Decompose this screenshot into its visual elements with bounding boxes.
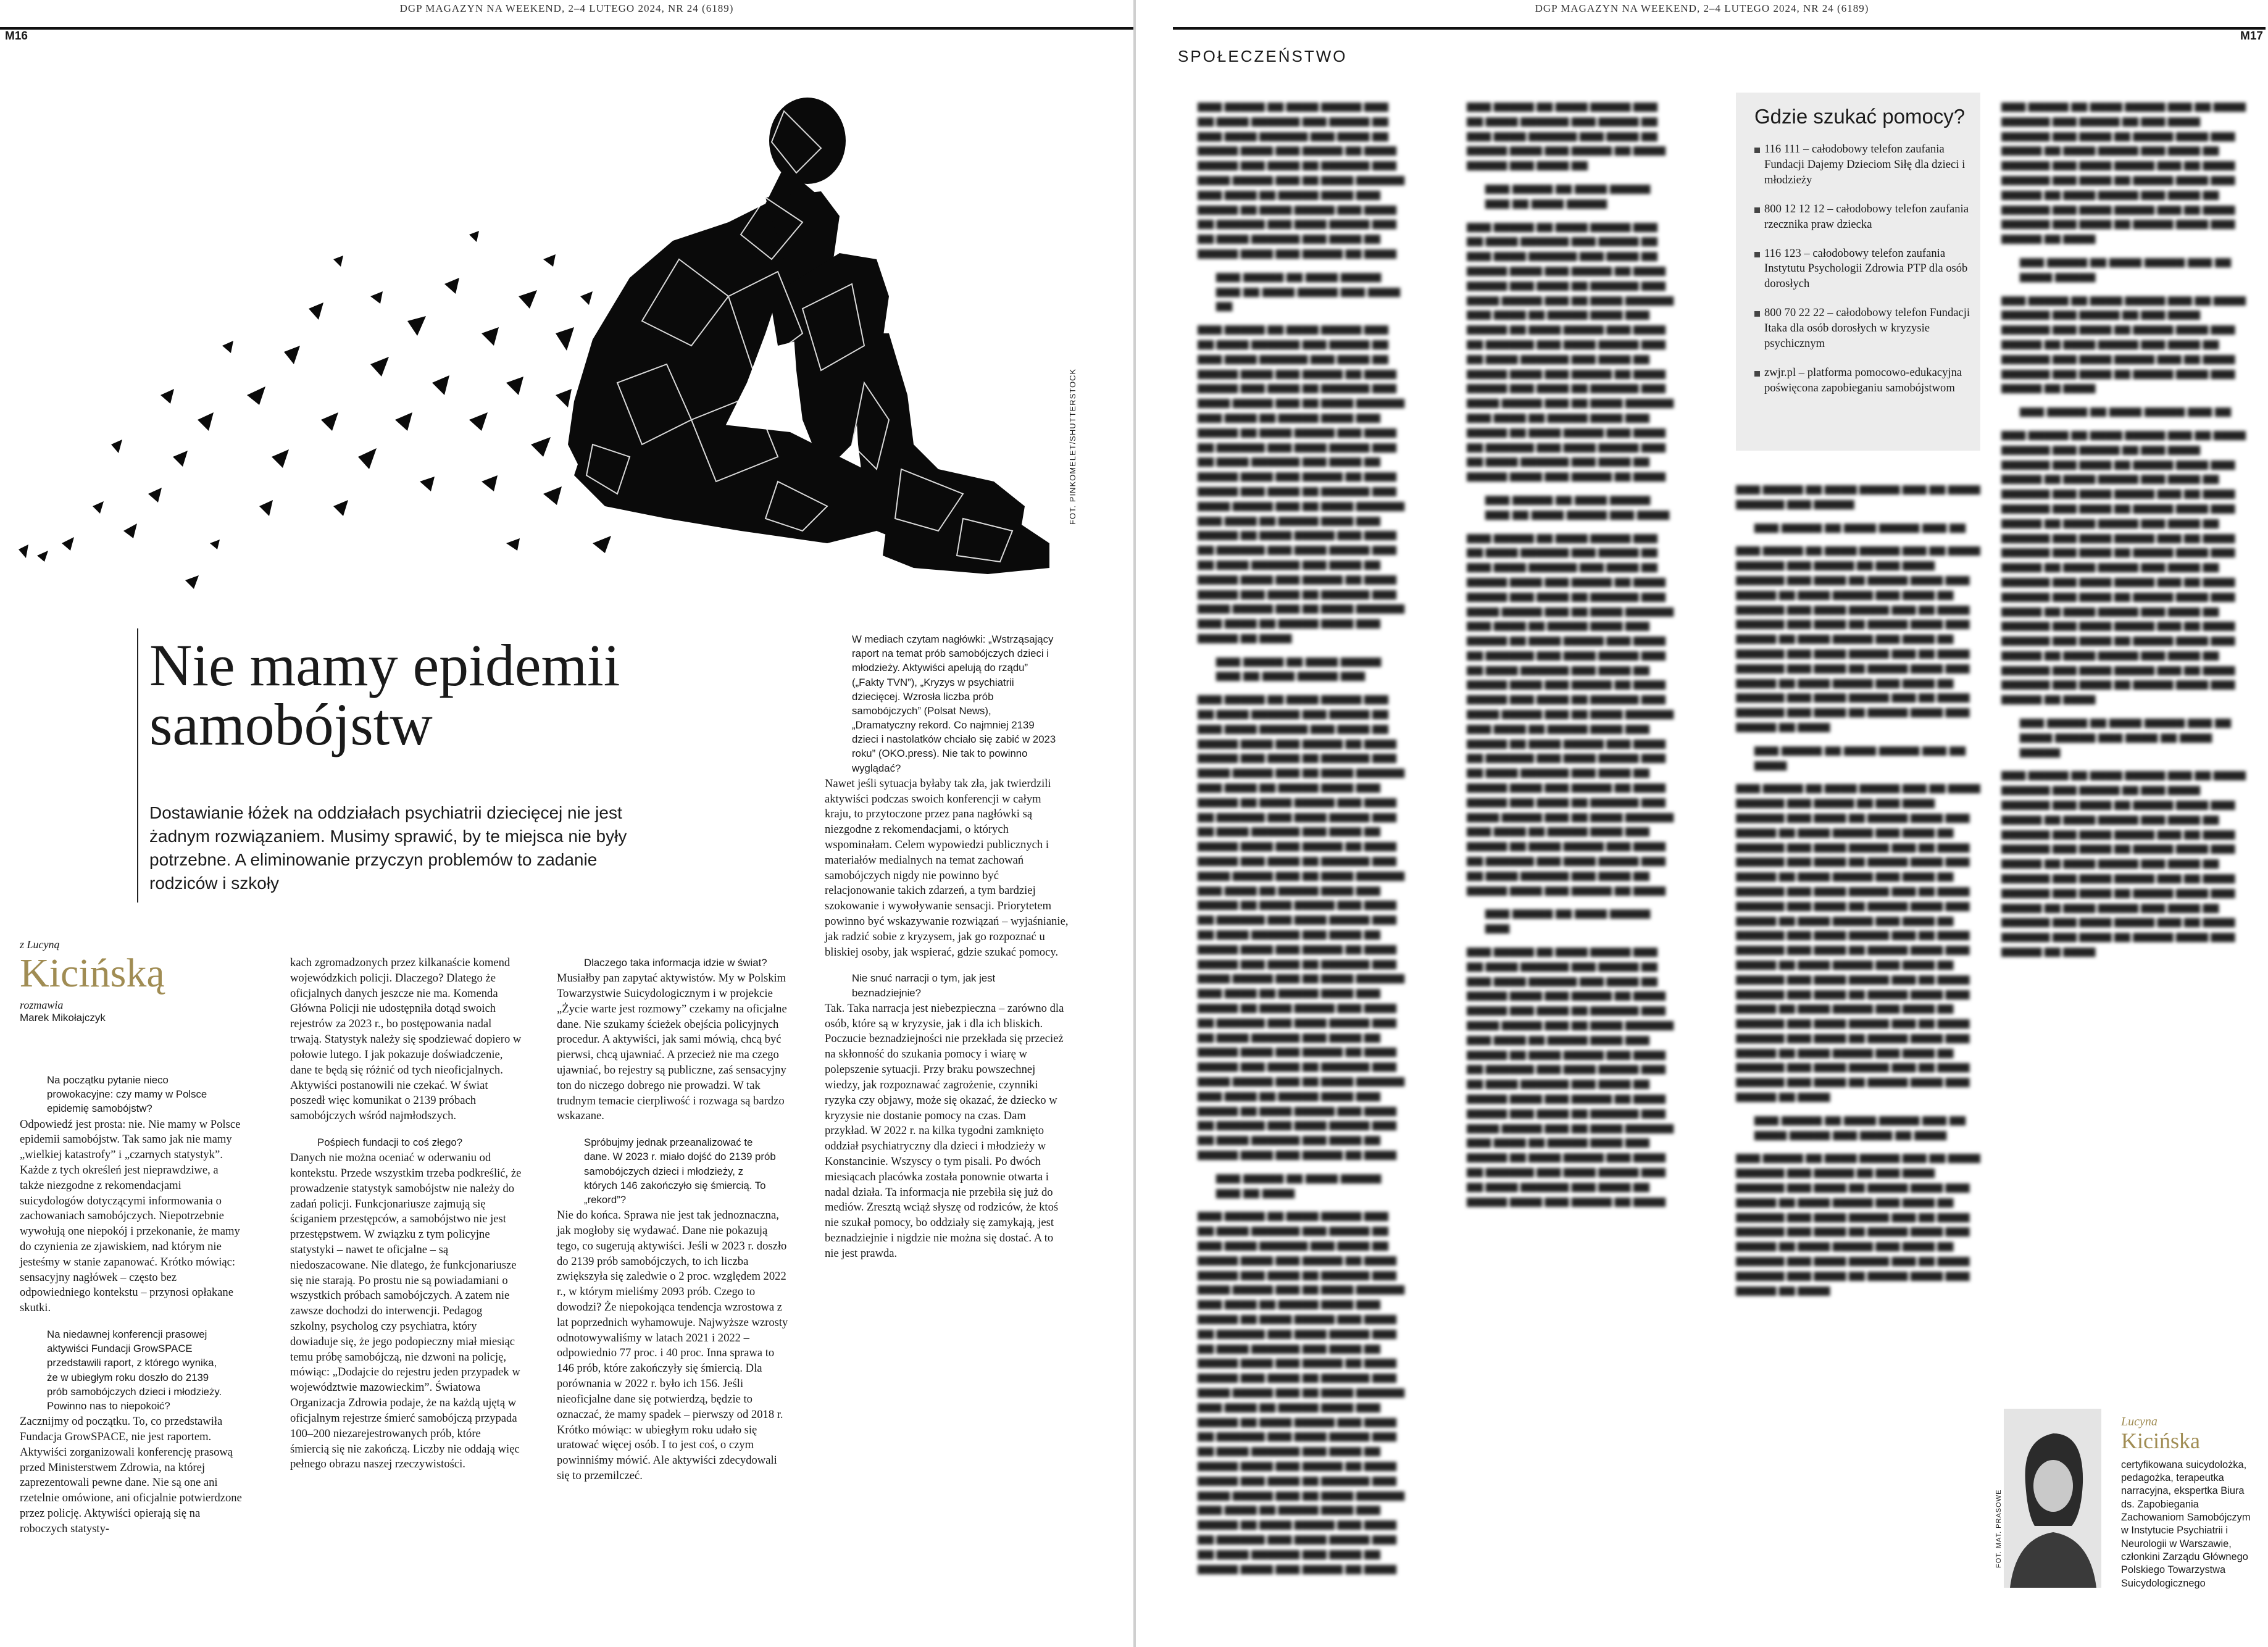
interview-question: Pośpiech fundacji to coś złego?	[317, 1136, 463, 1148]
help-box-title: Gdzie szukać pomocy?	[1754, 105, 1966, 128]
help-item: zwjr.pl – platforma pomocowo-edukacyjna poświęcona zapobieganiu samobójstwom	[1754, 365, 1973, 396]
blurred-article-column: ▆▆▆ ▆▆▆▆▆ ▆▆ ▆▆▆▆ ▆▆▆▆▆ ▆▆▆ ▆▆ ▆▆▆▆ ▆▆▆▆▆▆ ▆▆▆ ▆▆▆▆▆ ▆▆ ▆▆▆ ▆▆▆▆ ▆▆▆▆▆▆ ▆▆▆ ▆▆▆▆ ▆▆ ▆▆▆▆▆ ▆▆▆▆ ▆▆▆ ▆▆▆▆▆ ▆▆ ▆▆▆▆ ▆▆▆▆▆ ▆▆▆ ▆▆▆▆ ▆▆ ▆▆▆▆▆▆ ▆▆▆ ▆▆▆▆ ▆▆▆▆▆ ▆▆▆ ▆▆ ▆▆▆▆ ▆▆▆▆▆▆ ▆▆▆ ▆▆▆▆ ▆▆ ▆▆▆▆▆ ▆▆▆▆ ▆▆▆ ▆▆▆▆▆ ▆▆ ▆▆▆▆ ▆▆▆▆▆ ▆▆▆ ▆▆▆▆ ▆▆ ▆▆▆▆▆▆ ▆▆▆ ▆▆▆▆ ▆▆▆▆▆ ▆▆▆ ▆▆ ▆▆▆▆ ▆▆▆▆▆▆ ▆▆▆ ▆▆▆▆ ▆▆ ▆▆▆▆▆ ▆▆▆▆ ▆▆▆ ▆▆▆▆▆ ▆▆ ▆▆▆▆ ▆▆▆ ▆▆▆▆▆ ▆▆ ▆▆▆▆ ▆▆▆▆▆ ▆▆▆ ▆▆ ▆▆▆▆ ▆▆▆▆▆ ▆▆▆ ▆▆▆▆ ▆▆ ▆▆▆ ▆▆▆▆▆ ▆▆ ▆▆▆▆ ▆▆▆▆▆ ▆▆▆ ▆▆ ▆▆▆▆ ▆▆▆▆▆▆ ▆▆▆ ▆▆▆▆▆ ▆▆ ▆▆▆ ▆▆▆▆ ▆▆▆▆▆▆ ▆▆▆ ▆▆▆▆ ▆▆ ▆▆▆▆▆ ▆▆▆▆ ▆▆▆ ▆▆▆▆▆ ▆▆ ▆▆▆▆ ▆▆▆▆▆ ▆▆▆ ▆▆▆▆ ▆▆ ▆▆▆▆▆▆ ▆▆▆ ▆▆▆▆ ▆▆▆▆▆ ▆▆▆ ▆▆ ▆▆▆▆ ▆▆▆▆▆▆ ▆▆▆ ▆▆▆▆ ▆▆ ▆▆▆▆▆ ▆▆▆▆ ▆▆▆ ▆▆▆▆▆ ▆▆ ▆▆▆▆ ▆▆▆▆▆ ▆▆▆ ▆▆▆▆ ▆▆ ▆▆▆▆▆▆ ▆▆▆ ▆▆▆▆ ▆▆▆▆▆ ▆▆▆ ▆▆ ▆▆▆▆ ▆▆▆▆▆▆ ▆▆▆ ▆▆▆▆ ▆▆ ▆▆▆▆▆ ▆▆▆▆ ▆▆▆ ▆▆▆▆▆ ▆▆ ▆▆▆▆ ▆▆▆▆▆ ▆▆▆ ▆▆▆▆ ▆▆ ▆▆▆▆▆▆ ▆▆▆ ▆▆▆▆ ▆▆▆▆▆ ▆▆▆ ▆▆ ▆▆▆▆ ▆▆▆▆▆▆ ▆▆▆ ▆▆▆▆ ▆▆ ▆▆▆▆▆ ▆▆▆▆ ▆▆▆ ▆▆▆▆▆ ▆▆ ▆▆▆▆ ▆▆▆▆▆ ▆▆▆ ▆▆▆▆ ▆▆ ▆▆▆▆▆▆ ▆▆▆ ▆▆▆▆ ▆▆▆▆▆ ▆▆▆ ▆▆ ▆▆▆▆ ▆▆▆▆▆▆ ▆▆▆ ▆▆▆▆ ▆▆ ▆▆▆▆▆ ▆▆▆▆ ▆▆▆ ▆▆▆▆▆ ▆▆ ▆▆▆▆ ▆▆▆▆▆ ▆▆▆ ▆▆▆▆ ▆▆ ▆▆▆▆▆▆ ▆▆▆ ▆▆▆▆ ▆▆▆▆▆ ▆▆▆ ▆▆ ▆▆▆▆ ▆▆▆▆▆▆ ▆▆▆ ▆▆▆▆ ▆▆ ▆▆▆▆▆ ▆▆▆▆ ▆▆▆ ▆▆▆▆▆ ▆▆ ▆▆▆▆ ▆▆▆ ▆▆▆▆▆ ▆▆ ▆▆▆▆ ▆▆▆▆▆ ▆▆▆ ▆▆ ▆▆▆▆ ▆▆▆▆▆ ▆▆▆ ▆▆▆ ▆▆▆▆▆ ▆▆ ▆▆▆▆ ▆▆▆▆▆ ▆▆▆ ▆▆ ▆▆▆▆ ▆▆▆▆▆▆ ▆▆▆ ▆▆▆▆▆ ▆▆ ▆▆▆ ▆▆▆▆ ▆▆▆▆▆▆ ▆▆▆ ▆▆▆▆ ▆▆ ▆▆▆▆▆ ▆▆▆▆ ▆▆▆ ▆▆▆▆▆ ▆▆ ▆▆▆▆ ▆▆▆▆▆ ▆▆▆ ▆▆▆▆ ▆▆ ▆▆▆▆▆▆ ▆▆▆ ▆▆▆▆ ▆▆▆▆▆ ▆▆▆ ▆▆ ▆▆▆▆ ▆▆▆▆▆▆ ▆▆▆ ▆▆▆▆ ▆▆ ▆▆▆▆▆ ▆▆▆▆ ▆▆▆ ▆▆▆▆▆ ▆▆ ▆▆▆▆ ▆▆▆▆▆ ▆▆▆ ▆▆▆▆ ▆▆ ▆▆▆▆▆▆ ▆▆▆ ▆▆▆▆ ▆▆▆▆▆ ▆▆▆ ▆▆ ▆▆▆▆ ▆▆▆▆▆▆ ▆▆▆ ▆▆▆▆ ▆▆ ▆▆▆▆▆ ▆▆▆▆ ▆▆▆ ▆▆▆▆▆ ▆▆ ▆▆▆▆ ▆▆▆▆▆ ▆▆▆ ▆▆▆▆ ▆▆ ▆▆▆▆▆▆ ▆▆▆ ▆▆▆▆ ▆▆▆▆▆ ▆▆▆ ▆▆ ▆▆▆▆ ▆▆▆▆▆▆ ▆▆▆ ▆▆▆▆ ▆▆ ▆▆▆▆▆ ▆▆▆▆ ▆▆▆ ▆▆▆▆▆ ▆▆ ▆▆▆▆ ▆▆▆▆▆ ▆▆▆ ▆▆▆▆ ▆▆ ▆▆▆▆▆▆ ▆▆▆ ▆▆▆▆ ▆▆▆▆▆ ▆▆▆ ▆▆ ▆▆▆▆ ▆▆▆▆▆▆ ▆▆▆ ▆▆▆▆ ▆▆ ▆▆▆▆▆ ▆▆▆▆ ▆▆▆ ▆▆▆▆▆ ▆▆ ▆▆▆▆ ▆▆▆▆▆ ▆▆▆ ▆▆▆▆ ▆▆ ▆▆▆▆▆▆ ▆▆▆ ▆▆▆▆ ▆▆▆▆▆ ▆▆▆ ▆▆ ▆▆▆▆ ▆▆▆▆▆▆ ▆▆▆ ▆▆▆▆ ▆▆ ▆▆▆▆▆ ▆▆▆▆ ▆▆▆ ▆▆▆▆▆ ▆▆ ▆▆▆▆ ▆▆▆▆▆ ▆▆▆ ▆▆▆▆ ▆▆ ▆▆▆▆▆▆ ▆▆▆ ▆▆▆▆ ▆▆▆▆▆ ▆▆▆ ▆▆ ▆▆▆▆ ▆▆▆▆▆▆ ▆▆▆ ▆▆▆▆ ▆▆ ▆▆▆▆▆ ▆▆▆▆ ▆▆▆ ▆▆▆▆▆ ▆▆ ▆▆▆▆ ▆▆▆▆▆ ▆▆▆ ▆▆▆▆ ▆▆ ▆▆▆▆▆▆ ▆▆▆ ▆▆▆▆ ▆▆▆▆▆ ▆▆▆ ▆▆ ▆▆▆▆ ▆▆▆▆▆▆ ▆▆▆ ▆▆▆▆ ▆▆ ▆▆▆▆▆ ▆▆▆▆ ▆▆▆ ▆▆▆▆▆ ▆▆ ▆▆▆▆ ▆▆▆▆▆ ▆▆▆ ▆▆▆▆ ▆▆ ▆▆▆▆▆▆ ▆▆▆ ▆▆▆▆ ▆▆▆▆▆ ▆▆▆ ▆▆ ▆▆▆▆ ▆▆▆▆▆▆ ▆▆▆ ▆▆▆▆ ▆▆ ▆▆▆▆▆ ▆▆▆▆ ▆▆▆ ▆▆▆▆▆ ▆▆ ▆▆▆▆ ▆▆▆ ▆▆▆▆▆ ▆▆ ▆▆▆▆ ▆▆▆▆▆ ▆▆▆ ▆▆ ▆▆▆▆ ▆▆▆ ▆▆▆▆▆ ▆▆ ▆▆▆▆ ▆▆▆▆▆ ▆▆▆ ▆▆ ▆▆▆▆ ▆▆▆▆▆▆ ▆▆▆ ▆▆▆▆▆ ▆▆ ▆▆▆ ▆▆▆▆ ▆▆▆▆▆▆ ▆▆▆ ▆▆▆▆ ▆▆ ▆▆▆▆▆ ▆▆▆▆ ▆▆▆ ▆▆▆▆▆ ▆▆ ▆▆▆▆ ▆▆▆▆▆ ▆▆▆ ▆▆▆▆ ▆▆ ▆▆▆▆▆▆ ▆▆▆ ▆▆▆▆ ▆▆▆▆▆ ▆▆▆ ▆▆ ▆▆▆▆ ▆▆▆▆▆▆ ▆▆▆ ▆▆▆▆ ▆▆ ▆▆▆▆▆ ▆▆▆▆ ▆▆▆ ▆▆▆▆▆ ▆▆ ▆▆▆▆ ▆▆▆▆▆ ▆▆▆ ▆▆▆▆ ▆▆ ▆▆▆▆▆▆ ▆▆▆ ▆▆▆▆ ▆▆▆▆▆ ▆▆▆ ▆▆ ▆▆▆▆ ▆▆▆▆▆▆ ▆▆▆ ▆▆▆▆ ▆▆ ▆▆▆▆▆ ▆▆▆▆ ▆▆▆ ▆▆▆▆▆ ▆▆ ▆▆▆▆ ▆▆▆▆▆ ▆▆▆ ▆▆▆▆ ▆▆ ▆▆▆▆▆▆ ▆▆▆ ▆▆▆▆ ▆▆▆▆▆ ▆▆▆ ▆▆ ▆▆▆▆ ▆▆▆▆▆▆ ▆▆▆ ▆▆▆▆ ▆▆ ▆▆▆▆▆ ▆▆▆▆ ▆▆▆ ▆▆▆▆▆ ▆▆ ▆▆▆▆ ▆▆▆▆▆ ▆▆▆ ▆▆▆▆ ▆▆ ▆▆▆▆▆▆ ▆▆▆ ▆▆▆▆ ▆▆▆▆▆ ▆▆▆ ▆▆ ▆▆▆▆ ▆▆▆▆▆▆ ▆▆▆ ▆▆▆▆ ▆▆ ▆▆▆▆▆ ▆▆▆▆ ▆▆▆ ▆▆▆▆▆ ▆▆ ▆▆▆▆ ▆▆▆▆▆ ▆▆▆ ▆▆▆▆ ▆▆ ▆▆▆▆▆▆ ▆▆▆ ▆▆▆▆ ▆▆▆▆▆ ▆▆▆ ▆▆ ▆▆▆▆ ▆▆▆▆▆▆ ▆▆▆ ▆▆▆▆ ▆▆ ▆▆▆▆▆ ▆▆▆▆ ▆▆▆ ▆▆▆▆▆ ▆▆ ▆▆▆▆ ▆▆▆▆▆ ▆▆▆ ▆▆▆▆ ▆▆ ▆▆▆▆▆▆ ▆▆▆ ▆▆▆▆ ▆▆▆▆▆ ▆▆▆ ▆▆ ▆▆▆▆ ▆▆▆▆▆▆ ▆▆▆ ▆▆▆▆ ▆▆ ▆▆▆▆▆ ▆▆▆▆ ▆▆▆ ▆▆▆▆▆ ▆▆ ▆▆▆▆	[1198, 100, 1405, 1574]
portrait-illustration	[2004, 1409, 2101, 1588]
interview-answer: Tak. Taka narracja jest niebezpieczna – zarówno dla osób, które są w kryzysie, jak i dla ich bliskich. Poczucie beznadziejności nie przekłada się przecież na skłonność do szukania pomocy i wiarę w polepszenie sytuacji. Przy braku powszechnej wiedzy, jak rozpoznawać zagrożenie, czynniki ryzyka czy objawy, może się okazać, że dziecko w kryzysie nie dostanie pomocy na czas. Dam przykład. W 2022 r. na kilka tygodni zamknięto oddział psychiatryczny dla dzieci i młodzieży w Konstancinie. Wszyscy o tym pisali. Po dwóch miesiącach placówka została ponownie otwarta i nadal działa. Ta informacja nie przebiła się już do mediów. Zresztą wciąż słyszę od rodziców, że ktoś nie szukał pomocy, bo oddziały się zamykają, jest beznadziejnie i nigdzie nie można się dostać. A to nie jest prawda.	[825, 1001, 1064, 1260]
bio-last-name: Kicińska	[2121, 1428, 2200, 1453]
byline-talks: rozmawia	[20, 998, 64, 1011]
page-number: M17	[2240, 30, 2263, 43]
bio-first-name: Lucyna	[2121, 1415, 2158, 1428]
help-item: 116 123 – całodobowy telefon zaufania Instytutu Psychologii Zdrowia PTP dla osób dorosłych	[1754, 246, 1973, 293]
article-column-4	[825, 632, 1069, 1262]
bio-description: certyfikowana suicydolożka, pedagożka, terapeutka narracyjna, ekspertka Biura ds. Zapobiegania Zachowaniom Samobójczym w Instytucie Psychiatrii i Neurologii w Warszawie, członkini Zarządu Głównego Polskiego Towarzystwa Suicydologicznego	[2121, 1459, 2251, 1589]
headline: Nie mamy epidemii samobójstw	[149, 632, 620, 757]
page-number: M16	[5, 30, 28, 43]
interview-answer: Zacznijmy od początku. To, co przedstawiła Fundacja GrowSPACE, nie jest raportem. Aktywiści zorganizowali konferencję prasową przed Ministerstwem Zdrowia, na której zaprezentowali pewne dane. Nie są one ani rzetelnie omówione, ani oficjalnie potwierdzone przez policję. Aktywiści opierają się na roboczych statysty-	[20, 1415, 242, 1535]
interview-question: Na początku pytanie nieco prowokacyjne: czy mamy w Polsce epidemię samobójstw?	[47, 1074, 207, 1115]
running-head: DGP MAGAZYN NA WEEKEND, 2–4 LUTEGO 2024, NR 24 (6189)	[399, 2, 734, 14]
photo-credit: FOT. PINKOMELET/SHUTTERSTOCK	[1068, 368, 1077, 525]
left-page	[0, 0, 1133, 1647]
help-item: 116 111 – całodobowy telefon zaufania Fundacji Dajemy Dzieciom Siłę dla dzieci i młodzieży	[1754, 142, 1973, 188]
help-box	[1736, 93, 1980, 451]
help-item: 800 12 12 12 – całodobowy telefon zaufania rzecznika praw dziecka	[1754, 202, 1973, 233]
portrait-photo	[2004, 1409, 2101, 1588]
interview-question: Nie snuć narracji o tym, jak jest beznadziejnie?	[852, 972, 996, 999]
article-column-3	[557, 956, 791, 1484]
interview-answer: Nie do końca. Sprawa nie jest tak jednoznaczna, jak mogłoby się wydawać. Dane nie pokazują tego, co sugerują aktywiści. Jeśli w 2023 r. doszło do 2139 prób samobójczych, to ich liczba zwiększyła się zaledwie o 2 proc. względem 2022 r., w którym mieliśmy 2093 prób. Czego to dowodzi? Że niepokojąca tendencja wzrostowa z lat poprzednich wyhamowuje. Najwyższe wzrosty odnotowywaliśmy w latach 2021 i 2022 – odpowiednio 77 proc. i 40 proc. Inna sprawa to 146 prób, które zakończyły się śmiercią. Dla porównania w 2022 r. było ich 156. Jeśli nieoficjalne dane się potwierdzą, będzie to oznaczać, że mamy spadek – pierwszy od 2018 r. Krótko mówiąc: w ubiegłym roku udało się uratować więcej osób. I to jest coś, o czym powinniśmy mówić. Ale aktywiści zdecydowali się to przemilczeć.	[557, 1209, 788, 1482]
header-rule	[0, 27, 1133, 30]
blurred-article-column: ▆▆▆ ▆▆▆▆▆ ▆▆ ▆▆▆▆ ▆▆▆▆▆ ▆▆▆ ▆▆ ▆▆▆▆ ▆▆▆▆▆▆ ▆▆▆ ▆▆▆▆▆ ▆▆ ▆▆▆ ▆▆▆▆ ▆▆▆▆▆▆ ▆▆▆ ▆▆▆▆ ▆▆ ▆▆▆▆▆ ▆▆▆▆ ▆▆▆ ▆▆▆▆▆ ▆▆ ▆▆▆▆ ▆▆▆▆▆ ▆▆▆ ▆▆▆▆ ▆▆ ▆▆▆ ▆▆▆▆▆ ▆▆ ▆▆▆▆ ▆▆▆▆▆ ▆▆▆ ▆▆ ▆▆▆▆ ▆▆▆▆▆ ▆▆▆ ▆▆▆▆▆ ▆▆ ▆▆▆▆ ▆▆▆▆▆ ▆▆▆ ▆▆ ▆▆▆▆ ▆▆▆▆▆▆ ▆▆▆ ▆▆▆▆▆ ▆▆ ▆▆▆ ▆▆▆▆ ▆▆▆▆▆▆ ▆▆▆ ▆▆▆▆ ▆▆ ▆▆▆▆▆ ▆▆▆▆ ▆▆▆ ▆▆▆▆▆ ▆▆ ▆▆▆▆ ▆▆▆▆▆ ▆▆▆ ▆▆▆▆ ▆▆ ▆▆▆▆▆▆ ▆▆▆ ▆▆▆▆ ▆▆▆▆▆ ▆▆▆ ▆▆ ▆▆▆▆ ▆▆▆▆▆▆ ▆▆▆ ▆▆▆▆ ▆▆ ▆▆▆▆▆ ▆▆▆▆ ▆▆▆ ▆▆▆▆▆ ▆▆ ▆▆▆▆ ▆▆▆▆▆ ▆▆▆ ▆▆▆▆ ▆▆ ▆▆▆▆▆▆ ▆▆▆ ▆▆▆▆ ▆▆▆▆▆ ▆▆▆ ▆▆ ▆▆▆▆ ▆▆▆▆▆▆ ▆▆▆ ▆▆▆▆ ▆▆ ▆▆▆▆▆ ▆▆▆▆ ▆▆▆ ▆▆▆▆▆ ▆▆ ▆▆▆▆ ▆▆▆▆▆ ▆▆▆ ▆▆▆▆ ▆▆ ▆▆▆▆▆▆ ▆▆▆ ▆▆▆▆ ▆▆▆▆▆ ▆▆▆ ▆▆ ▆▆▆▆ ▆▆▆▆▆▆ ▆▆▆ ▆▆▆▆ ▆▆ ▆▆▆▆▆ ▆▆▆▆ ▆▆▆ ▆▆▆▆▆ ▆▆ ▆▆▆▆ ▆▆▆▆▆ ▆▆▆ ▆▆▆▆ ▆▆ ▆▆▆▆▆▆ ▆▆▆ ▆▆▆▆ ▆▆▆▆▆ ▆▆▆ ▆▆ ▆▆▆▆ ▆▆▆▆▆▆ ▆▆▆ ▆▆▆▆ ▆▆ ▆▆▆▆▆ ▆▆▆▆ ▆▆▆ ▆▆▆▆▆ ▆▆ ▆▆▆▆ ▆▆▆ ▆▆▆▆▆ ▆▆ ▆▆▆▆ ▆▆▆▆▆ ▆▆▆ ▆▆ ▆▆▆▆ ▆▆▆▆▆ ▆▆▆ ▆▆▆▆ ▆▆▆ ▆▆▆▆▆ ▆▆ ▆▆▆▆ ▆▆▆▆▆ ▆▆▆ ▆▆ ▆▆▆▆ ▆▆▆▆▆▆ ▆▆▆ ▆▆▆▆▆ ▆▆ ▆▆▆ ▆▆▆▆ ▆▆▆▆▆▆ ▆▆▆ ▆▆▆▆ ▆▆ ▆▆▆▆▆ ▆▆▆▆ ▆▆▆ ▆▆▆▆▆ ▆▆ ▆▆▆▆ ▆▆▆▆▆ ▆▆▆ ▆▆▆▆ ▆▆ ▆▆▆▆▆▆ ▆▆▆ ▆▆▆▆ ▆▆▆▆▆ ▆▆▆ ▆▆ ▆▆▆▆ ▆▆▆▆▆▆ ▆▆▆ ▆▆▆▆ ▆▆ ▆▆▆▆▆ ▆▆▆▆ ▆▆▆ ▆▆▆▆▆ ▆▆ ▆▆▆▆ ▆▆▆▆▆ ▆▆▆ ▆▆▆▆ ▆▆ ▆▆▆▆▆▆ ▆▆▆ ▆▆▆▆ ▆▆▆▆▆ ▆▆▆ ▆▆ ▆▆▆▆ ▆▆▆▆▆▆ ▆▆▆ ▆▆▆▆ ▆▆ ▆▆▆▆▆ ▆▆▆▆ ▆▆▆ ▆▆▆▆▆ ▆▆ ▆▆▆▆ ▆▆▆▆▆ ▆▆▆ ▆▆▆▆ ▆▆ ▆▆▆▆▆▆ ▆▆▆ ▆▆▆▆ ▆▆▆▆▆ ▆▆▆ ▆▆ ▆▆▆▆ ▆▆▆▆▆▆ ▆▆▆ ▆▆▆▆ ▆▆ ▆▆▆▆▆ ▆▆▆▆ ▆▆▆ ▆▆▆▆▆ ▆▆ ▆▆▆▆ ▆▆▆▆▆ ▆▆▆ ▆▆▆▆ ▆▆ ▆▆▆▆▆▆ ▆▆▆ ▆▆▆▆ ▆▆▆▆▆ ▆▆▆ ▆▆ ▆▆▆▆ ▆▆▆▆▆▆ ▆▆▆ ▆▆▆▆ ▆▆ ▆▆▆▆▆ ▆▆▆▆ ▆▆▆ ▆▆▆▆▆ ▆▆ ▆▆▆▆ ▆▆▆▆▆ ▆▆▆ ▆▆▆▆ ▆▆ ▆▆▆▆▆▆ ▆▆▆ ▆▆▆▆ ▆▆▆▆▆ ▆▆▆ ▆▆ ▆▆▆▆ ▆▆▆▆▆▆ ▆▆▆ ▆▆▆▆ ▆▆ ▆▆▆▆▆ ▆▆▆▆ ▆▆▆ ▆▆▆▆▆ ▆▆ ▆▆▆▆ ▆▆▆▆▆ ▆▆▆ ▆▆▆▆ ▆▆ ▆▆▆▆▆▆ ▆▆▆ ▆▆▆▆ ▆▆▆▆▆ ▆▆▆ ▆▆ ▆▆▆▆ ▆▆▆▆▆▆ ▆▆▆ ▆▆▆▆ ▆▆ ▆▆▆▆▆ ▆▆▆▆ ▆▆▆ ▆▆▆▆▆ ▆▆ ▆▆▆▆ ▆▆▆ ▆▆▆▆▆ ▆▆ ▆▆▆▆ ▆▆▆▆▆ ▆▆▆ ▆▆▆ ▆▆▆▆▆ ▆▆ ▆▆▆▆ ▆▆▆▆▆ ▆▆▆ ▆▆ ▆▆▆▆ ▆▆▆▆▆▆ ▆▆▆ ▆▆▆▆▆ ▆▆ ▆▆▆ ▆▆▆▆ ▆▆▆▆▆▆ ▆▆▆ ▆▆▆▆ ▆▆ ▆▆▆▆▆ ▆▆▆▆ ▆▆▆ ▆▆▆▆▆ ▆▆ ▆▆▆▆ ▆▆▆▆▆ ▆▆▆ ▆▆▆▆ ▆▆ ▆▆▆▆▆▆ ▆▆▆ ▆▆▆▆ ▆▆▆▆▆ ▆▆▆ ▆▆ ▆▆▆▆ ▆▆▆▆▆▆ ▆▆▆ ▆▆▆▆ ▆▆ ▆▆▆▆▆ ▆▆▆▆ ▆▆▆ ▆▆▆▆▆ ▆▆ ▆▆▆▆ ▆▆▆▆▆ ▆▆▆ ▆▆▆▆ ▆▆ ▆▆▆▆▆▆ ▆▆▆ ▆▆▆▆ ▆▆▆▆▆ ▆▆▆ ▆▆ ▆▆▆▆ ▆▆▆▆▆▆ ▆▆▆ ▆▆▆▆ ▆▆ ▆▆▆▆▆ ▆▆▆▆ ▆▆▆ ▆▆▆▆▆ ▆▆ ▆▆▆▆ ▆▆▆▆▆ ▆▆▆ ▆▆▆▆ ▆▆ ▆▆▆▆▆▆ ▆▆▆ ▆▆▆▆ ▆▆▆▆▆ ▆▆▆ ▆▆ ▆▆▆▆ ▆▆▆▆▆▆ ▆▆▆ ▆▆▆▆ ▆▆ ▆▆▆▆▆ ▆▆▆▆ ▆▆▆ ▆▆▆▆▆ ▆▆ ▆▆▆▆ ▆▆▆▆▆ ▆▆▆ ▆▆▆▆ ▆▆ ▆▆▆▆▆▆ ▆▆▆ ▆▆▆▆ ▆▆▆▆▆ ▆▆▆ ▆▆ ▆▆▆▆ ▆▆▆▆▆▆ ▆▆▆ ▆▆▆▆ ▆▆ ▆▆▆▆▆ ▆▆▆▆ ▆▆▆ ▆▆▆▆▆ ▆▆ ▆▆▆▆	[1467, 100, 1674, 1207]
article-column-2	[290, 956, 522, 1472]
section-title: SPOŁECZEŃSTWO	[1178, 47, 1348, 65]
author-name: Marek Mikołajczyk	[20, 1011, 106, 1024]
byline-with: z Lucyną	[20, 938, 60, 951]
blurred-article-column: ▆▆▆ ▆▆▆▆▆ ▆▆ ▆▆▆▆ ▆▆▆▆▆ ▆▆▆ ▆▆ ▆▆▆▆ ▆▆▆▆▆▆ ▆▆▆ ▆▆▆▆▆ ▆▆▆ ▆▆▆▆▆ ▆▆ ▆▆▆▆ ▆▆▆▆▆ ▆▆▆ ▆▆ ▆▆▆ ▆▆▆▆▆ ▆▆ ▆▆▆▆ ▆▆▆▆▆ ▆▆▆ ▆▆ ▆▆▆▆ ▆▆▆▆▆▆ ▆▆▆ ▆▆▆▆▆ ▆▆ ▆▆▆ ▆▆▆▆ ▆▆▆▆▆▆ ▆▆▆ ▆▆▆▆ ▆▆ ▆▆▆▆▆ ▆▆▆▆ ▆▆▆ ▆▆▆▆▆ ▆▆ ▆▆▆▆ ▆▆▆▆▆ ▆▆▆ ▆▆▆▆ ▆▆ ▆▆▆▆▆▆ ▆▆▆ ▆▆▆▆ ▆▆▆▆▆ ▆▆▆ ▆▆ ▆▆▆▆ ▆▆▆▆▆▆ ▆▆▆ ▆▆▆▆ ▆▆ ▆▆▆▆▆ ▆▆▆▆ ▆▆▆ ▆▆▆▆▆ ▆▆ ▆▆▆▆ ▆▆▆▆▆ ▆▆▆ ▆▆▆▆ ▆▆ ▆▆▆▆▆▆ ▆▆▆ ▆▆▆▆ ▆▆▆▆▆ ▆▆▆ ▆▆ ▆▆▆▆ ▆▆▆▆▆▆ ▆▆▆ ▆▆▆▆ ▆▆ ▆▆▆▆▆ ▆▆▆▆ ▆▆▆ ▆▆▆▆▆ ▆▆ ▆▆▆▆ ▆▆▆▆▆ ▆▆▆ ▆▆▆▆ ▆▆ ▆▆▆▆▆▆ ▆▆▆ ▆▆▆▆ ▆▆▆▆▆ ▆▆▆ ▆▆ ▆▆▆▆ ▆▆▆▆▆▆ ▆▆▆ ▆▆▆▆ ▆▆ ▆▆▆▆▆ ▆▆▆▆ ▆▆▆ ▆▆▆▆▆ ▆▆ ▆▆▆▆ ▆▆▆ ▆▆▆▆▆ ▆▆ ▆▆▆▆ ▆▆▆▆▆ ▆▆▆ ▆▆ ▆▆▆▆ ▆▆▆ ▆▆▆▆▆ ▆▆ ▆▆▆▆ ▆▆▆▆▆ ▆▆▆ ▆▆ ▆▆▆▆ ▆▆▆▆▆▆ ▆▆▆ ▆▆▆▆▆ ▆▆ ▆▆▆ ▆▆▆▆ ▆▆▆▆▆▆ ▆▆▆ ▆▆▆▆ ▆▆ ▆▆▆▆▆ ▆▆▆▆ ▆▆▆ ▆▆▆▆▆ ▆▆ ▆▆▆▆ ▆▆▆▆▆ ▆▆▆ ▆▆▆▆ ▆▆ ▆▆▆▆▆▆ ▆▆▆ ▆▆▆▆ ▆▆▆▆▆ ▆▆▆ ▆▆ ▆▆▆▆ ▆▆▆▆▆▆ ▆▆▆ ▆▆▆▆ ▆▆ ▆▆▆▆▆ ▆▆▆▆ ▆▆▆ ▆▆▆▆▆ ▆▆ ▆▆▆▆ ▆▆▆▆▆ ▆▆▆ ▆▆▆▆ ▆▆ ▆▆▆▆▆▆ ▆▆▆ ▆▆▆▆ ▆▆▆▆▆ ▆▆▆ ▆▆ ▆▆▆▆ ▆▆▆▆▆▆ ▆▆▆ ▆▆▆▆ ▆▆ ▆▆▆▆▆ ▆▆▆▆ ▆▆▆ ▆▆▆▆▆ ▆▆ ▆▆▆▆ ▆▆▆▆▆ ▆▆▆ ▆▆▆▆ ▆▆ ▆▆▆▆▆▆ ▆▆▆ ▆▆▆▆ ▆▆▆▆▆ ▆▆▆ ▆▆ ▆▆▆▆ ▆▆▆▆▆▆ ▆▆▆ ▆▆▆▆ ▆▆ ▆▆▆▆▆ ▆▆▆▆ ▆▆▆ ▆▆▆▆▆ ▆▆ ▆▆▆▆ ▆▆▆▆▆ ▆▆▆ ▆▆▆▆ ▆▆ ▆▆▆▆▆▆ ▆▆▆ ▆▆▆▆ ▆▆▆▆▆ ▆▆▆ ▆▆ ▆▆▆▆ ▆▆▆▆▆▆ ▆▆▆ ▆▆▆▆ ▆▆ ▆▆▆▆▆ ▆▆▆▆ ▆▆▆ ▆▆▆▆▆ ▆▆ ▆▆▆▆ ▆▆▆▆▆ ▆▆▆ ▆▆▆▆ ▆▆ ▆▆▆▆▆▆ ▆▆▆ ▆▆▆▆ ▆▆▆▆▆ ▆▆▆ ▆▆ ▆▆▆▆ ▆▆▆▆▆▆ ▆▆▆ ▆▆▆▆ ▆▆ ▆▆▆▆▆ ▆▆▆▆ ▆▆▆ ▆▆▆▆▆ ▆▆ ▆▆▆▆ ▆▆▆▆▆ ▆▆▆ ▆▆▆▆ ▆▆ ▆▆▆▆▆▆ ▆▆▆ ▆▆▆▆ ▆▆▆▆▆ ▆▆▆ ▆▆ ▆▆▆▆ ▆▆▆▆▆▆ ▆▆▆ ▆▆▆▆ ▆▆ ▆▆▆▆▆ ▆▆▆▆ ▆▆▆ ▆▆▆▆▆ ▆▆ ▆▆▆▆ ▆▆▆ ▆▆▆▆▆ ▆▆ ▆▆▆▆ ▆▆▆▆▆ ▆▆▆ ▆▆ ▆▆▆▆ ▆▆▆▆▆ ▆▆▆ ▆▆▆▆ ▆▆ ▆▆▆▆ ▆▆▆ ▆▆▆▆▆ ▆▆ ▆▆▆▆ ▆▆▆▆▆ ▆▆▆ ▆▆ ▆▆▆▆ ▆▆▆▆▆▆ ▆▆▆ ▆▆▆▆▆ ▆▆ ▆▆▆ ▆▆▆▆ ▆▆▆▆▆▆ ▆▆▆ ▆▆▆▆ ▆▆ ▆▆▆▆▆ ▆▆▆▆ ▆▆▆ ▆▆▆▆▆ ▆▆ ▆▆▆▆ ▆▆▆▆▆ ▆▆▆ ▆▆▆▆ ▆▆ ▆▆▆▆▆▆ ▆▆▆ ▆▆▆▆ ▆▆▆▆▆ ▆▆▆ ▆▆ ▆▆▆▆ ▆▆▆▆▆▆ ▆▆▆ ▆▆▆▆ ▆▆ ▆▆▆▆▆ ▆▆▆▆ ▆▆▆ ▆▆▆▆▆ ▆▆ ▆▆▆▆ ▆▆▆▆▆ ▆▆▆ ▆▆▆▆ ▆▆ ▆▆▆▆▆▆ ▆▆▆ ▆▆▆▆ ▆▆▆▆▆ ▆▆▆ ▆▆ ▆▆▆▆ ▆▆▆▆▆▆ ▆▆▆ ▆▆▆▆ ▆▆ ▆▆▆▆▆ ▆▆▆▆ ▆▆▆ ▆▆▆▆▆ ▆▆ ▆▆▆▆	[1736, 483, 1980, 1296]
portrait-credit: FOT. MAT. PRASOWE	[1995, 1489, 2003, 1568]
lede: Dostawianie łóżek na oddziałach psychiatrii dziecięcej nie jest żadnym rozwiązaniem. Musimy sprawić, by te miejsca nie były potrzebne. A eliminowanie przyczyn problemów to zadanie rodziców i szkoły	[149, 803, 627, 893]
bio-box	[2121, 1415, 2257, 1590]
headline-rule	[137, 628, 138, 903]
running-head: DGP MAGAZYN NA WEEKEND, 2–4 LUTEGO 2024, NR 24 (6189)	[1535, 2, 1869, 14]
shattering-figure-illustration	[0, 74, 1086, 605]
blurred-article-column: ▆▆▆ ▆▆▆▆▆ ▆▆ ▆▆▆▆ ▆▆▆▆▆ ▆▆▆ ▆▆ ▆▆▆▆ ▆▆▆▆▆▆ ▆▆▆ ▆▆▆▆▆ ▆▆ ▆▆▆ ▆▆▆▆ ▆▆▆▆▆▆ ▆▆▆ ▆▆▆▆ ▆▆ ▆▆▆▆▆ ▆▆▆▆ ▆▆▆ ▆▆▆▆▆ ▆▆ ▆▆▆▆ ▆▆▆▆▆ ▆▆▆ ▆▆▆▆ ▆▆ ▆▆▆▆▆▆ ▆▆▆ ▆▆▆▆ ▆▆▆▆▆ ▆▆▆ ▆▆ ▆▆▆▆ ▆▆▆▆▆▆ ▆▆▆ ▆▆▆▆ ▆▆ ▆▆▆▆▆ ▆▆▆▆ ▆▆▆ ▆▆▆▆▆ ▆▆ ▆▆▆▆ ▆▆▆▆▆ ▆▆▆ ▆▆▆▆ ▆▆ ▆▆▆▆▆▆ ▆▆▆ ▆▆▆▆ ▆▆▆▆▆ ▆▆▆ ▆▆ ▆▆▆▆ ▆▆▆▆▆▆ ▆▆▆ ▆▆▆▆ ▆▆ ▆▆▆▆▆ ▆▆▆▆ ▆▆▆ ▆▆▆▆▆ ▆▆ ▆▆▆▆ ▆▆▆ ▆▆▆▆▆ ▆▆ ▆▆▆▆ ▆▆▆▆▆ ▆▆▆ ▆▆ ▆▆▆▆ ▆▆▆▆▆ ▆▆▆ ▆▆▆▆▆ ▆▆ ▆▆▆▆ ▆▆▆▆▆ ▆▆▆ ▆▆ ▆▆▆▆ ▆▆▆▆▆▆ ▆▆▆ ▆▆▆▆▆ ▆▆ ▆▆▆ ▆▆▆▆ ▆▆▆▆▆▆ ▆▆▆ ▆▆▆▆ ▆▆ ▆▆▆▆▆ ▆▆▆▆ ▆▆▆ ▆▆▆▆▆ ▆▆ ▆▆▆▆ ▆▆▆▆▆ ▆▆▆ ▆▆▆▆ ▆▆ ▆▆▆▆▆▆ ▆▆▆ ▆▆▆▆ ▆▆▆▆▆ ▆▆▆ ▆▆ ▆▆▆▆ ▆▆▆▆▆▆ ▆▆▆ ▆▆▆▆ ▆▆ ▆▆▆▆▆ ▆▆▆▆ ▆▆▆ ▆▆▆▆▆ ▆▆ ▆▆▆▆ ▆▆▆ ▆▆▆▆▆ ▆▆ ▆▆▆▆ ▆▆▆▆▆ ▆▆▆ ▆▆ ▆▆▆ ▆▆▆▆▆ ▆▆ ▆▆▆▆ ▆▆▆▆▆ ▆▆▆ ▆▆ ▆▆▆▆ ▆▆▆▆▆▆ ▆▆▆ ▆▆▆▆▆ ▆▆ ▆▆▆ ▆▆▆▆ ▆▆▆▆▆▆ ▆▆▆ ▆▆▆▆ ▆▆ ▆▆▆▆▆ ▆▆▆▆ ▆▆▆ ▆▆▆▆▆ ▆▆ ▆▆▆▆ ▆▆▆▆▆ ▆▆▆ ▆▆▆▆ ▆▆ ▆▆▆▆▆▆ ▆▆▆ ▆▆▆▆ ▆▆▆▆▆ ▆▆▆ ▆▆ ▆▆▆▆ ▆▆▆▆▆▆ ▆▆▆ ▆▆▆▆ ▆▆ ▆▆▆▆▆ ▆▆▆▆ ▆▆▆ ▆▆▆▆▆ ▆▆ ▆▆▆▆ ▆▆▆▆▆ ▆▆▆ ▆▆▆▆ ▆▆ ▆▆▆▆▆▆ ▆▆▆ ▆▆▆▆ ▆▆▆▆▆ ▆▆▆ ▆▆ ▆▆▆▆ ▆▆▆▆▆▆ ▆▆▆ ▆▆▆▆ ▆▆ ▆▆▆▆▆ ▆▆▆▆ ▆▆▆ ▆▆▆▆▆ ▆▆ ▆▆▆▆ ▆▆▆▆▆ ▆▆▆ ▆▆▆▆ ▆▆ ▆▆▆▆▆▆ ▆▆▆ ▆▆▆▆ ▆▆▆▆▆ ▆▆▆ ▆▆ ▆▆▆▆ ▆▆▆▆▆▆ ▆▆▆ ▆▆▆▆ ▆▆ ▆▆▆▆▆ ▆▆▆▆ ▆▆▆ ▆▆▆▆▆ ▆▆ ▆▆▆▆ ▆▆▆▆▆ ▆▆▆ ▆▆▆▆ ▆▆ ▆▆▆▆▆▆ ▆▆▆ ▆▆▆▆ ▆▆▆▆▆ ▆▆▆ ▆▆ ▆▆▆▆ ▆▆▆▆▆▆ ▆▆▆ ▆▆▆▆ ▆▆ ▆▆▆▆▆ ▆▆▆▆ ▆▆▆ ▆▆▆▆▆ ▆▆ ▆▆▆▆ ▆▆▆▆▆ ▆▆▆ ▆▆▆▆ ▆▆ ▆▆▆▆▆▆ ▆▆▆ ▆▆▆▆ ▆▆▆▆▆ ▆▆▆ ▆▆ ▆▆▆▆ ▆▆▆▆▆▆ ▆▆▆ ▆▆▆▆ ▆▆ ▆▆▆▆▆ ▆▆▆▆ ▆▆▆ ▆▆▆▆▆ ▆▆ ▆▆▆▆ ▆▆▆ ▆▆▆▆▆ ▆▆ ▆▆▆▆ ▆▆▆▆▆ ▆▆▆ ▆▆ ▆▆▆▆ ▆▆▆▆▆ ▆▆▆ ▆▆▆▆ ▆▆ ▆▆▆▆ ▆▆▆▆▆ ▆▆▆ ▆▆▆▆▆ ▆▆ ▆▆▆▆ ▆▆▆▆▆ ▆▆▆ ▆▆ ▆▆▆▆ ▆▆▆▆▆▆ ▆▆▆ ▆▆▆▆▆ ▆▆ ▆▆▆ ▆▆▆▆ ▆▆▆▆▆▆ ▆▆▆ ▆▆▆▆ ▆▆ ▆▆▆▆▆ ▆▆▆▆ ▆▆▆ ▆▆▆▆▆ ▆▆ ▆▆▆▆ ▆▆▆▆▆ ▆▆▆ ▆▆▆▆ ▆▆ ▆▆▆▆▆▆ ▆▆▆ ▆▆▆▆ ▆▆▆▆▆ ▆▆▆ ▆▆ ▆▆▆▆ ▆▆▆▆▆▆ ▆▆▆ ▆▆▆▆ ▆▆ ▆▆▆▆▆ ▆▆▆▆ ▆▆▆ ▆▆▆▆▆ ▆▆ ▆▆▆▆ ▆▆▆▆▆ ▆▆▆ ▆▆▆▆ ▆▆ ▆▆▆▆▆▆ ▆▆▆ ▆▆▆▆ ▆▆▆▆▆ ▆▆▆ ▆▆ ▆▆▆▆ ▆▆▆▆▆▆ ▆▆▆ ▆▆▆▆ ▆▆ ▆▆▆▆▆ ▆▆▆▆ ▆▆▆ ▆▆▆▆▆ ▆▆ ▆▆▆▆ ▆▆▆▆▆ ▆▆▆ ▆▆▆▆ ▆▆ ▆▆▆▆▆▆ ▆▆▆ ▆▆▆▆ ▆▆▆▆▆ ▆▆▆ ▆▆ ▆▆▆▆ ▆▆▆▆▆▆ ▆▆▆ ▆▆▆▆ ▆▆ ▆▆▆▆▆ ▆▆▆▆ ▆▆▆ ▆▆▆▆▆ ▆▆ ▆▆▆▆	[2001, 100, 2246, 957]
interview-answer: Danych nie można oceniać w oderwaniu od kontekstu. Przede wszystkim trzeba podkreślić, że prowadzenie statystyk samobójstw nie należy do zadań policji. Funkcjonariusze zajmują się ściganiem przestępców, a samobójstwo nie jest przestępstwem. W związku z tym policyjne statystyki – nawet te oficjalne – są niedoszacowane. Nie dlatego, że funkcjonariusze się nie starają. Po prostu nie są powiadamiani o wszystkich próbach samobójczych. A zatem nie zawsze dochodzi do interwencji. Pedagog szkolny, psycholog czy psychiatra, który dowiaduje się, że jego podopieczny miał miesiąc temu próbę samobójczą, nie dzwoni na policję, mówiąc: „Dodajcie do rejestru jeden przypadek w województwie mazowieckim”. Światowa Organizacja Zdrowia podaje, że na każdą ujętą w oficjalnym rejestrze śmierć samobójczą przypada 100–200 niezarejestrowanych prób, które śmiercią się nie zakończą. Liczby nie oddają więc pełnego obrazu naszej rzeczywistości.	[290, 1151, 522, 1471]
interview-question: Dlaczego taka informacja idzie w świat?	[584, 957, 767, 969]
interview-answer: Odpowiedź jest prosta: nie. Nie mamy w Polsce epidemii samobójstw. Tak samo jak nie mamy „wielkiej katastrofy” i „czarnych statystyk”. Każde z tych określeń jest nieprawdziwe, a także niezgodne z rekomendacjami suicydologów dotyczącymi informowania o zachowaniach samobójczych. Niepotrzebnie wywołują one niepokój i przekonanie, że mamy do czynienia ze zjawiskiem, nad którym nie jesteśmy w stanie zapanować. Krótko mówiąc: sensacyjny nagłówek – często bez odpowiedniego kontekstu – przynosi opłakane skutki.	[20, 1117, 241, 1315]
interview-question: Spróbujmy jednak przeanalizować te dane. W 2023 r. miało dojść do 2139 prób samobójczych dzieci i młodzieży, z których 146 zakończyło się śmiercią. To „rekord”?	[584, 1136, 776, 1206]
interviewee-name: Kicińską	[20, 951, 165, 996]
interview-answer: Musiałby pan zapytać aktywistów. My w Polskim Towarzystwie Suicydologicznym i w projekcie „Życie warte jest rozmowy” czekamy na oficjalne dane. Nie szukamy ścieżek obejścia policyjnych procedur. A aktywiści, jak sami mówią, chcą być pierwsi, chcą ujawniać. A przecież nie ma czego ujawniać, bo rejestry są publiczne, zaś sensacyjny ton do niczego dobrego nie prowadzi. W tak trudnym temacie cierpliwość i rozwaga są bardzo wskazane.	[557, 972, 787, 1123]
interview-question: W mediach czytam nagłówki: „Wstrząsający raport na temat prób samobójczych dzieci i młodzieży. Aktywiści apelują do rządu” („Fakty TVN”), „Kryzys w psychiatrii dziecięcej. Wzrosła liczba prób samobójczych” (Polsat News), „Dramatyczny rekord. Co najmniej 2139 dzieci i nastolatków chciało się zabić w 2023 roku” (OKO.press). Nie tak to powinno wyglądać?	[852, 633, 1056, 774]
byline	[20, 938, 230, 1024]
interview-question: Na niedawnej konferencji prasowej aktywiści Fundacji GrowSPACE przedstawili raport, z którego wynika, że w ubiegłym roku doszło do 2139 prób samobójczych dzieci i młodzieży. Powinno nas to niepokoić?	[47, 1328, 222, 1412]
interview-answer: kach zgromadzonych przez kilkanaście komend wojewódzkich policji. Dlaczego? Dlatego że oficjalnych danych jeszcze nie ma. Komenda Główna Policji nie udostępniła dotąd swoich rejestrów za 2023 r., bo postępowania nadal trwają. Statystyk należy się spodziewać dopiero w połowie lutego. I jak pokazuje doświadczenie, dane te będą się różnić od tych nieoficjalnych. Aktywiści postanowili nie czekać. W świat poszedł więc komunikat o 2139 próbach samobójczych wśród najmłodszych.	[290, 956, 522, 1123]
article-column-1	[20, 1073, 242, 1537]
help-item: 800 70 22 22 – całodobowy telefon Fundacji Itaka dla osób dorosłych w kryzysie psychicznym	[1754, 306, 1973, 352]
help-list	[1736, 142, 1980, 396]
header-rule	[1173, 27, 2266, 30]
interview-answer: Nawet jeśli sytuacja byłaby tak zła, jak twierdzili aktywiści podczas swoich konferencji w całym kraju, to przytoczone przez pana nagłówki są niezgodne z rekomendacjami, o których wspominałam. Celem wypowiedzi publicznych i materiałów medialnych na temat zachowań samobójczych nigdy nie powinno być relacjonowanie takich zdarzeń, a tym bardziej szokowanie i wywoływanie sensacji. Priorytetem powinno być wskazywanie rozwiązań – wyjaśnianie, jak radzić sobie z kryzysem, jak go rozpoznać u bliskiej osoby, jak wspierać, gdzie szukać pomocy.	[825, 777, 1069, 959]
